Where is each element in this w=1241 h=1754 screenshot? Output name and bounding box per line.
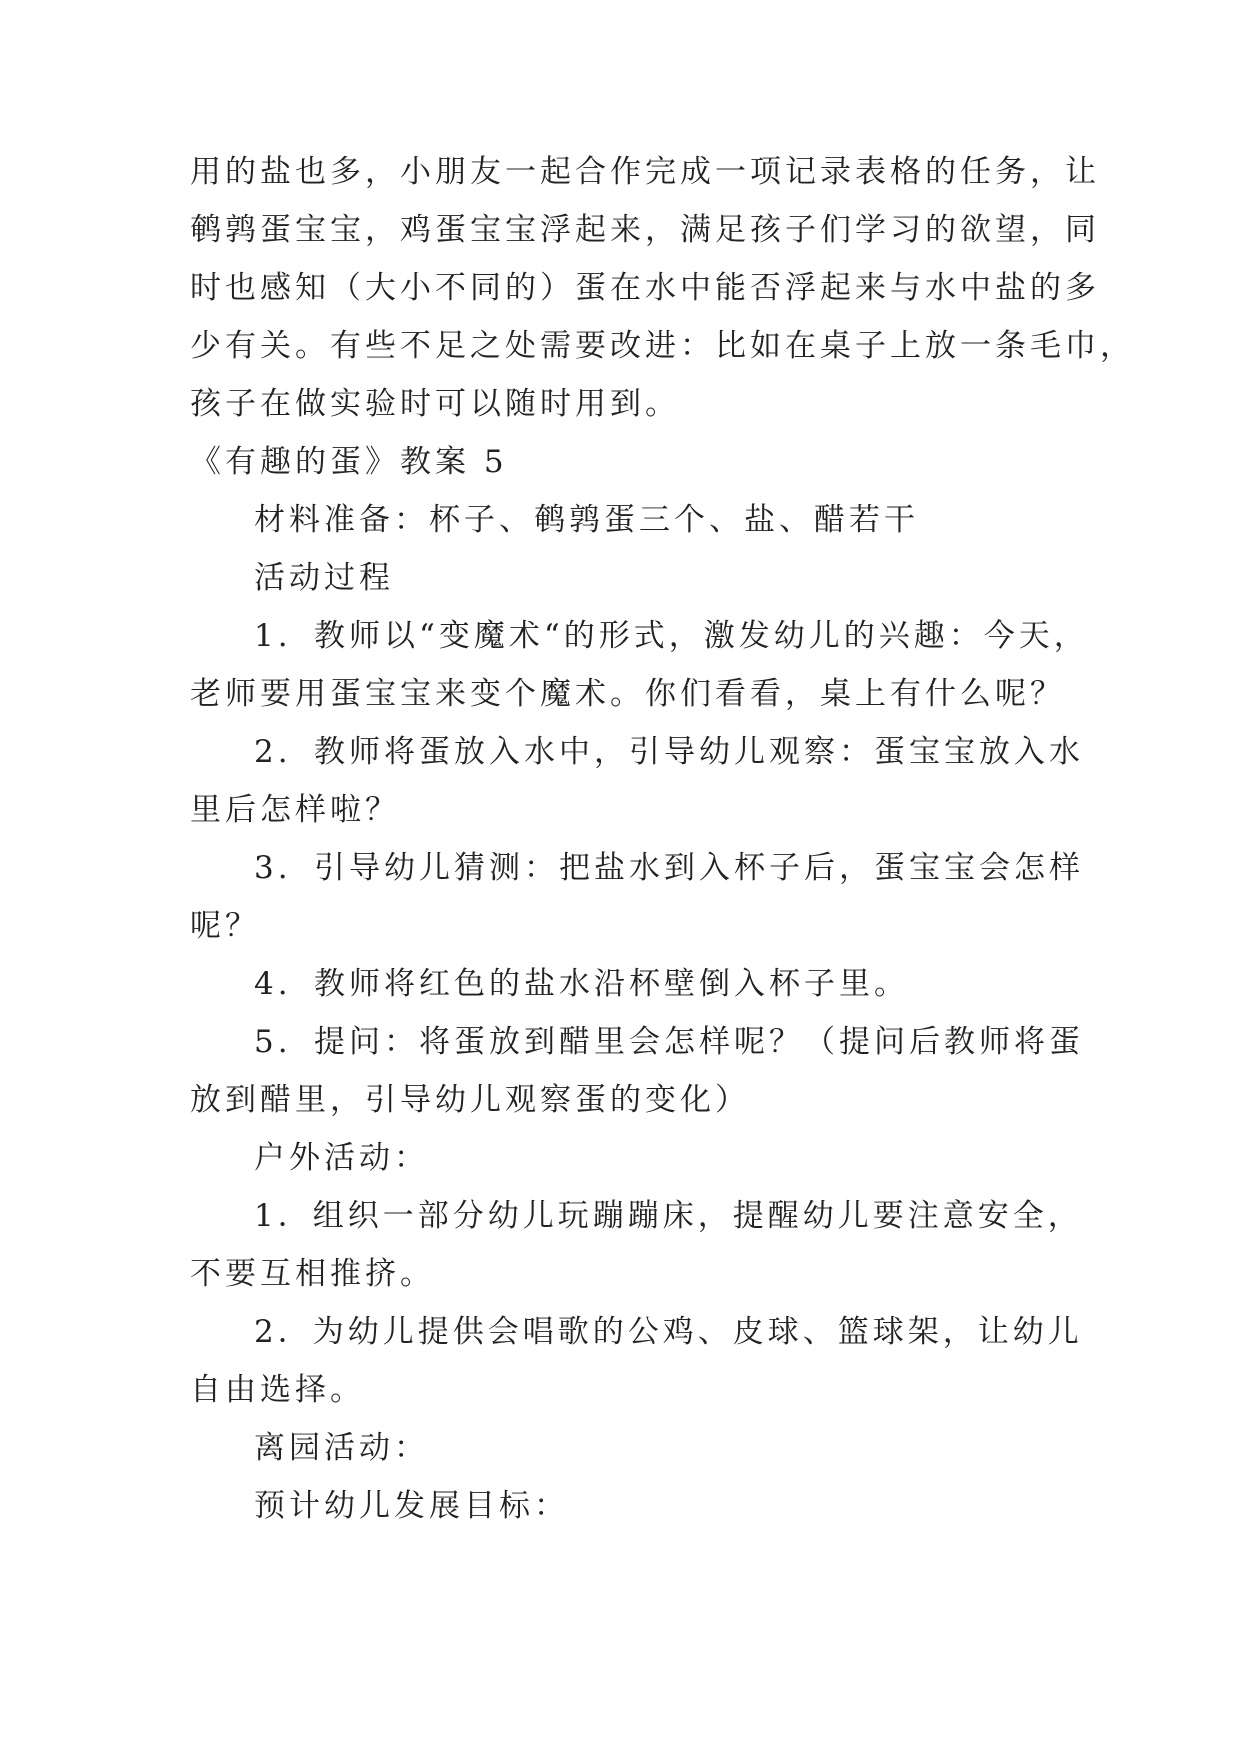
step-1-line-2: 老师要用蛋宝宝来变个魔术。你们看看，桌上有什么呢？ (190, 676, 1065, 712)
step-4-line-1 (254, 964, 909, 1004)
step-2-number: 2. (254, 734, 292, 770)
step-3-line-2: 呢？ (190, 908, 260, 944)
outdoor-item-1-line-1: 1．组织一部分幼儿玩蹦蹦床，提醒幼儿要注意安全， (254, 1198, 1083, 1234)
step-5-text: 提问：将蛋放到醋里会怎样呢？（提问后教师将蛋 (314, 1024, 1084, 1060)
outdoor-item-2-line-1: 2．为幼儿提供会唱歌的公鸡、皮球、篮球架，让幼儿 (254, 1314, 1083, 1350)
intro-line-4: 少有关。有些不足之处需要改进：比如在桌子上放一条毛巾， (190, 328, 1135, 364)
materials-line: 材料准备：杯子、鹌鹑蛋三个、盐、醋若干 (254, 502, 919, 538)
outdoor-item-1-line-2: 不要互相推挤。 (190, 1256, 435, 1292)
step-3-line-1 (254, 848, 1084, 888)
intro-line-3: 时也感知（大小不同的）蛋在水中能否浮起来与水中盐的多 (190, 270, 1100, 306)
step-5-line-1 (254, 1022, 1084, 1062)
outdoor-item-2-line-2: 自由选择。 (190, 1372, 365, 1408)
intro-line-1: 用的盐也多，小朋友一起合作完成一项记录表格的任务，让 (190, 154, 1100, 190)
step-2-line-1 (254, 732, 1084, 772)
step-2-line-2: 里后怎样啦？ (190, 792, 400, 828)
step-1-text: 教师以“变魔术“的形式，激发幼儿的兴趣：今天， (314, 618, 1089, 654)
section-title: 《有趣的蛋》教案 5 (190, 444, 508, 480)
step-3-text: 引导幼儿猜测：把盐水到入杯子后，蛋宝宝会怎样 (314, 850, 1084, 886)
process-heading: 活动过程 (254, 560, 394, 596)
intro-line-2: 鹌鹑蛋宝宝，鸡蛋宝宝浮起来，满足孩子们学习的欲望，同 (190, 212, 1100, 248)
goal-heading: 预计幼儿发展目标： (254, 1488, 569, 1524)
step-4-number: 4. (254, 966, 292, 1002)
leave-heading: 离园活动： (254, 1430, 429, 1466)
step-5-line-2: 放到醋里，引导幼儿观察蛋的变化） (190, 1082, 750, 1118)
step-5-number: 5. (254, 1024, 292, 1060)
step-3-number: 3. (254, 850, 292, 886)
step-1-line-1 (254, 616, 1089, 656)
step-4-text: 教师将红色的盐水沿杯壁倒入杯子里。 (314, 966, 909, 1002)
intro-line-5: 孩子在做实验时可以随时用到。 (190, 386, 680, 422)
step-2-text: 教师将蛋放入水中，引导幼儿观察：蛋宝宝放入水 (314, 734, 1084, 770)
outdoor-heading: 户外活动： (254, 1140, 429, 1176)
step-1-number: 1. (254, 618, 292, 654)
